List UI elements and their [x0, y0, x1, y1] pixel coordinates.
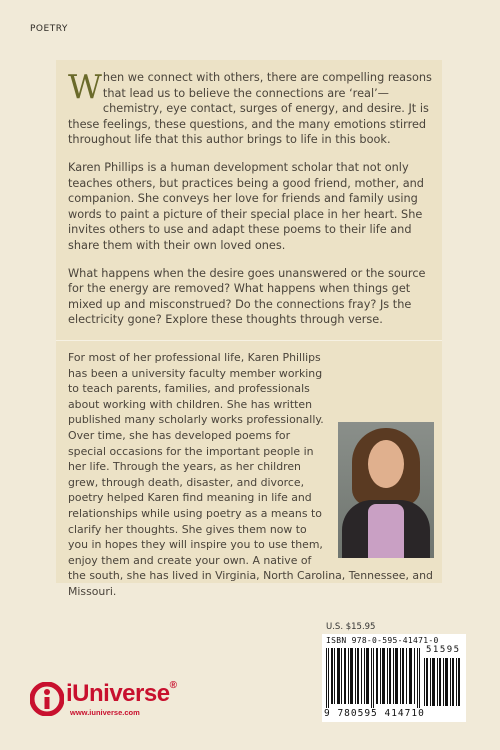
blurb-paragraph-2: Karen Phillips is a human development scholar that not only teaches others, but practices being a good friend, mother, and companion. She conveys her love for friends and family using words to paint a picture of their special place in her heart. She invites others to use and adapt these poems to their life and share them with their own loved ones.: [68, 160, 424, 252]
iuniverse-logo-icon: [30, 682, 64, 716]
ean-digits: 9 780595 414710: [324, 708, 425, 719]
publisher-url: www.iuniverse.com: [70, 708, 140, 717]
isbn-barcode: [322, 634, 466, 722]
price-label: U.S. $15.95: [326, 622, 376, 632]
blurb-paragraph-3: What happens when the desire goes unanswered or the source for the energy are removed? What happens when things get mixed up and misconstrued? Do the connections fray? Js the electricity gone? Explore these thoughts through verse.: [68, 266, 426, 327]
author-photo: [338, 422, 434, 558]
author-bio-text: For most of her professional life, Karen Phillips has been a university faculty member working to teach parents, families, and professionals about working with children. She has written published many scholarly works professionally. Over time, she has developed poems for special occasions for the important people in her life. Through the years, as her children grew, through death, disaster, and divorce, poetry helped Karen find meaning in life and relationships while using poetry as a means to clarify her thoughts. She gives them now to you in hopes they will inspire you to use them, enjoy them and create your own. A native of the south, she has lived in Virginia, North Carolina, Tennessee, and Missouri.: [68, 351, 433, 598]
section-divider: [56, 340, 442, 341]
ean-barcode-icon: [326, 648, 422, 708]
isbn-text: ISBN 978-0-595-41471-0: [326, 636, 439, 645]
genre-label: POETRY: [30, 24, 68, 34]
price-barcode-icon: [424, 658, 462, 706]
publisher-name: iUniverse®: [66, 680, 177, 707]
blurb-paragraph-1: [68, 67, 434, 148]
price-code-text: 51595: [426, 645, 461, 655]
blurb-paragraph-1-text: hen we connect with others, there are compelling reasons that lead us to believe the connections are ‘real’—chemistry, eye contact, surges of energy, and desire. Jt is these feelings, these questions, and the many emotions stirred throughout life that this author brings to life in this book.: [68, 71, 432, 147]
drop-cap: W: [68, 67, 102, 106]
publisher-logo: [30, 680, 220, 720]
book-blurb: [68, 67, 434, 340]
author-bio: [68, 350, 434, 600]
